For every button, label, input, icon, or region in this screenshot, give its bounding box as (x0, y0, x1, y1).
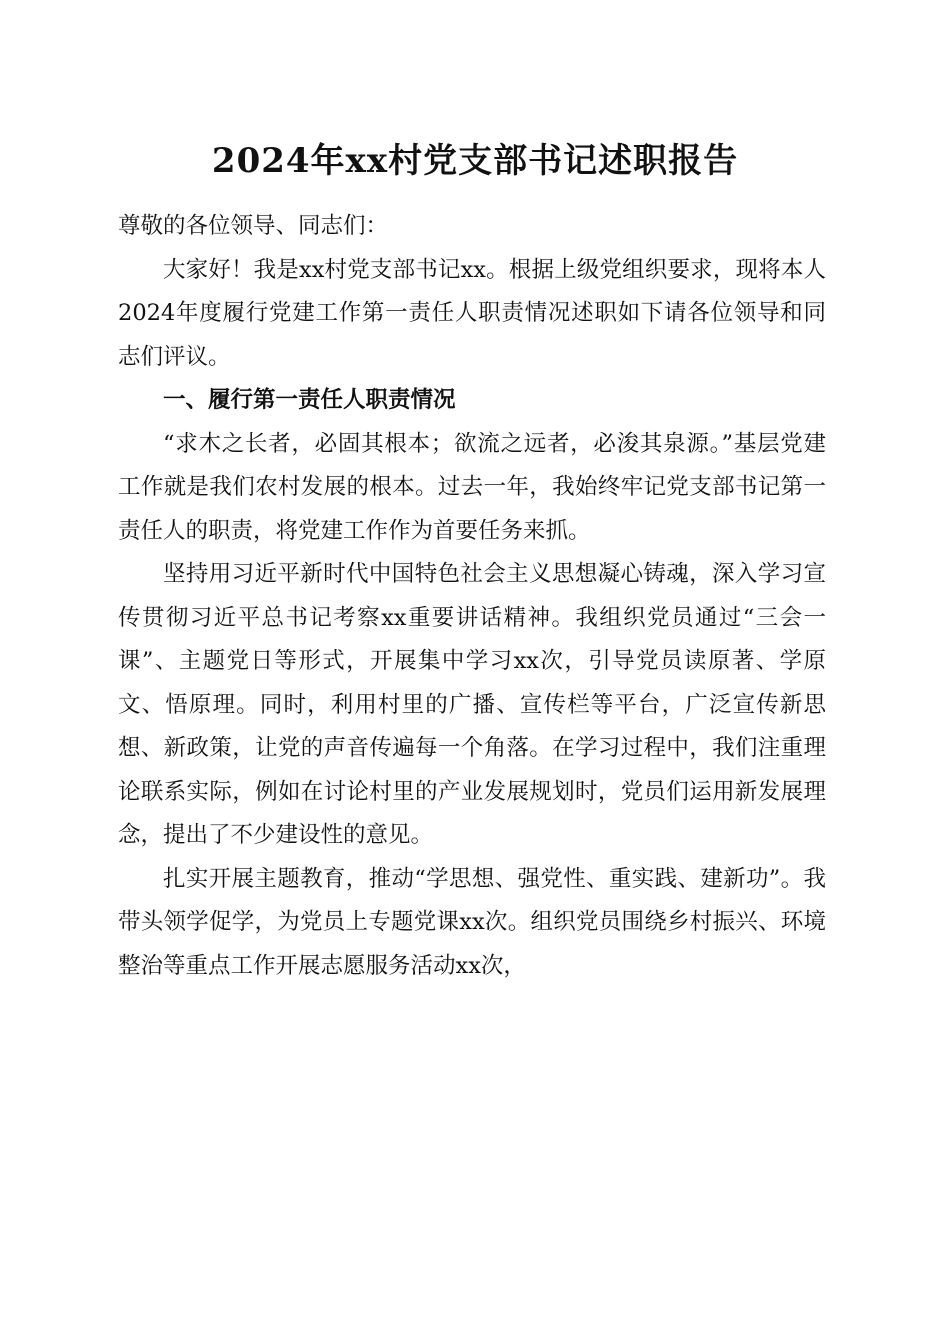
section-paragraph-1: “求木之长者，必固其根本；欲流之远者，必浚其泉源。”基层党建工作就是我们农村发展的根本。过去一年，我始终牢记党支部书记第一责任人的职责，将党建工作作为首要任务来抓。 (118, 430, 826, 544)
document-body (118, 205, 826, 988)
section-paragraph-2: 坚持用习近平新时代中国特色社会主义思想凝心铸魂，深入学习宣传贯彻习近平总书记考察xx重要讲话精神。我组织党员通过“三会一课”、主题党日等形式，开展集中学习xx次，引导党员读原著、学原文、悟原理。同时，利用村里的广播、宣传栏等平台，广泛宣传新思想、新政策，让党的声音传遍每一个角落。在学习过程中，我们注重理论联系实际，例如在讨论村里的产业发展规划时，党员们运用新发展理念，提出了不少建设性的意见。 (118, 561, 826, 848)
section-paragraph-3: 扎实开展主题教育，推动“学思想、强党性、重实践、建新功”。我带头领学促学，为党员上专题党课xx次。组织党员围绕乡村振兴、环境整治等重点工作开展志愿服务活动xx次， (118, 865, 826, 979)
document-title: 2024年xx村党支部书记述职报告 (211, 141, 739, 181)
section-heading: 一、履行第一责任人职责情况 (163, 387, 456, 413)
intro-paragraph: 大家好！我是xx村党支部书记xx。根据上级党组织要求，现将本人2024年度履行党建工作第一责任人职责情况述职如下请各位领导和同志们评议。 (118, 256, 826, 370)
salutation: 尊敬的各位领导、同志们： (118, 213, 389, 239)
